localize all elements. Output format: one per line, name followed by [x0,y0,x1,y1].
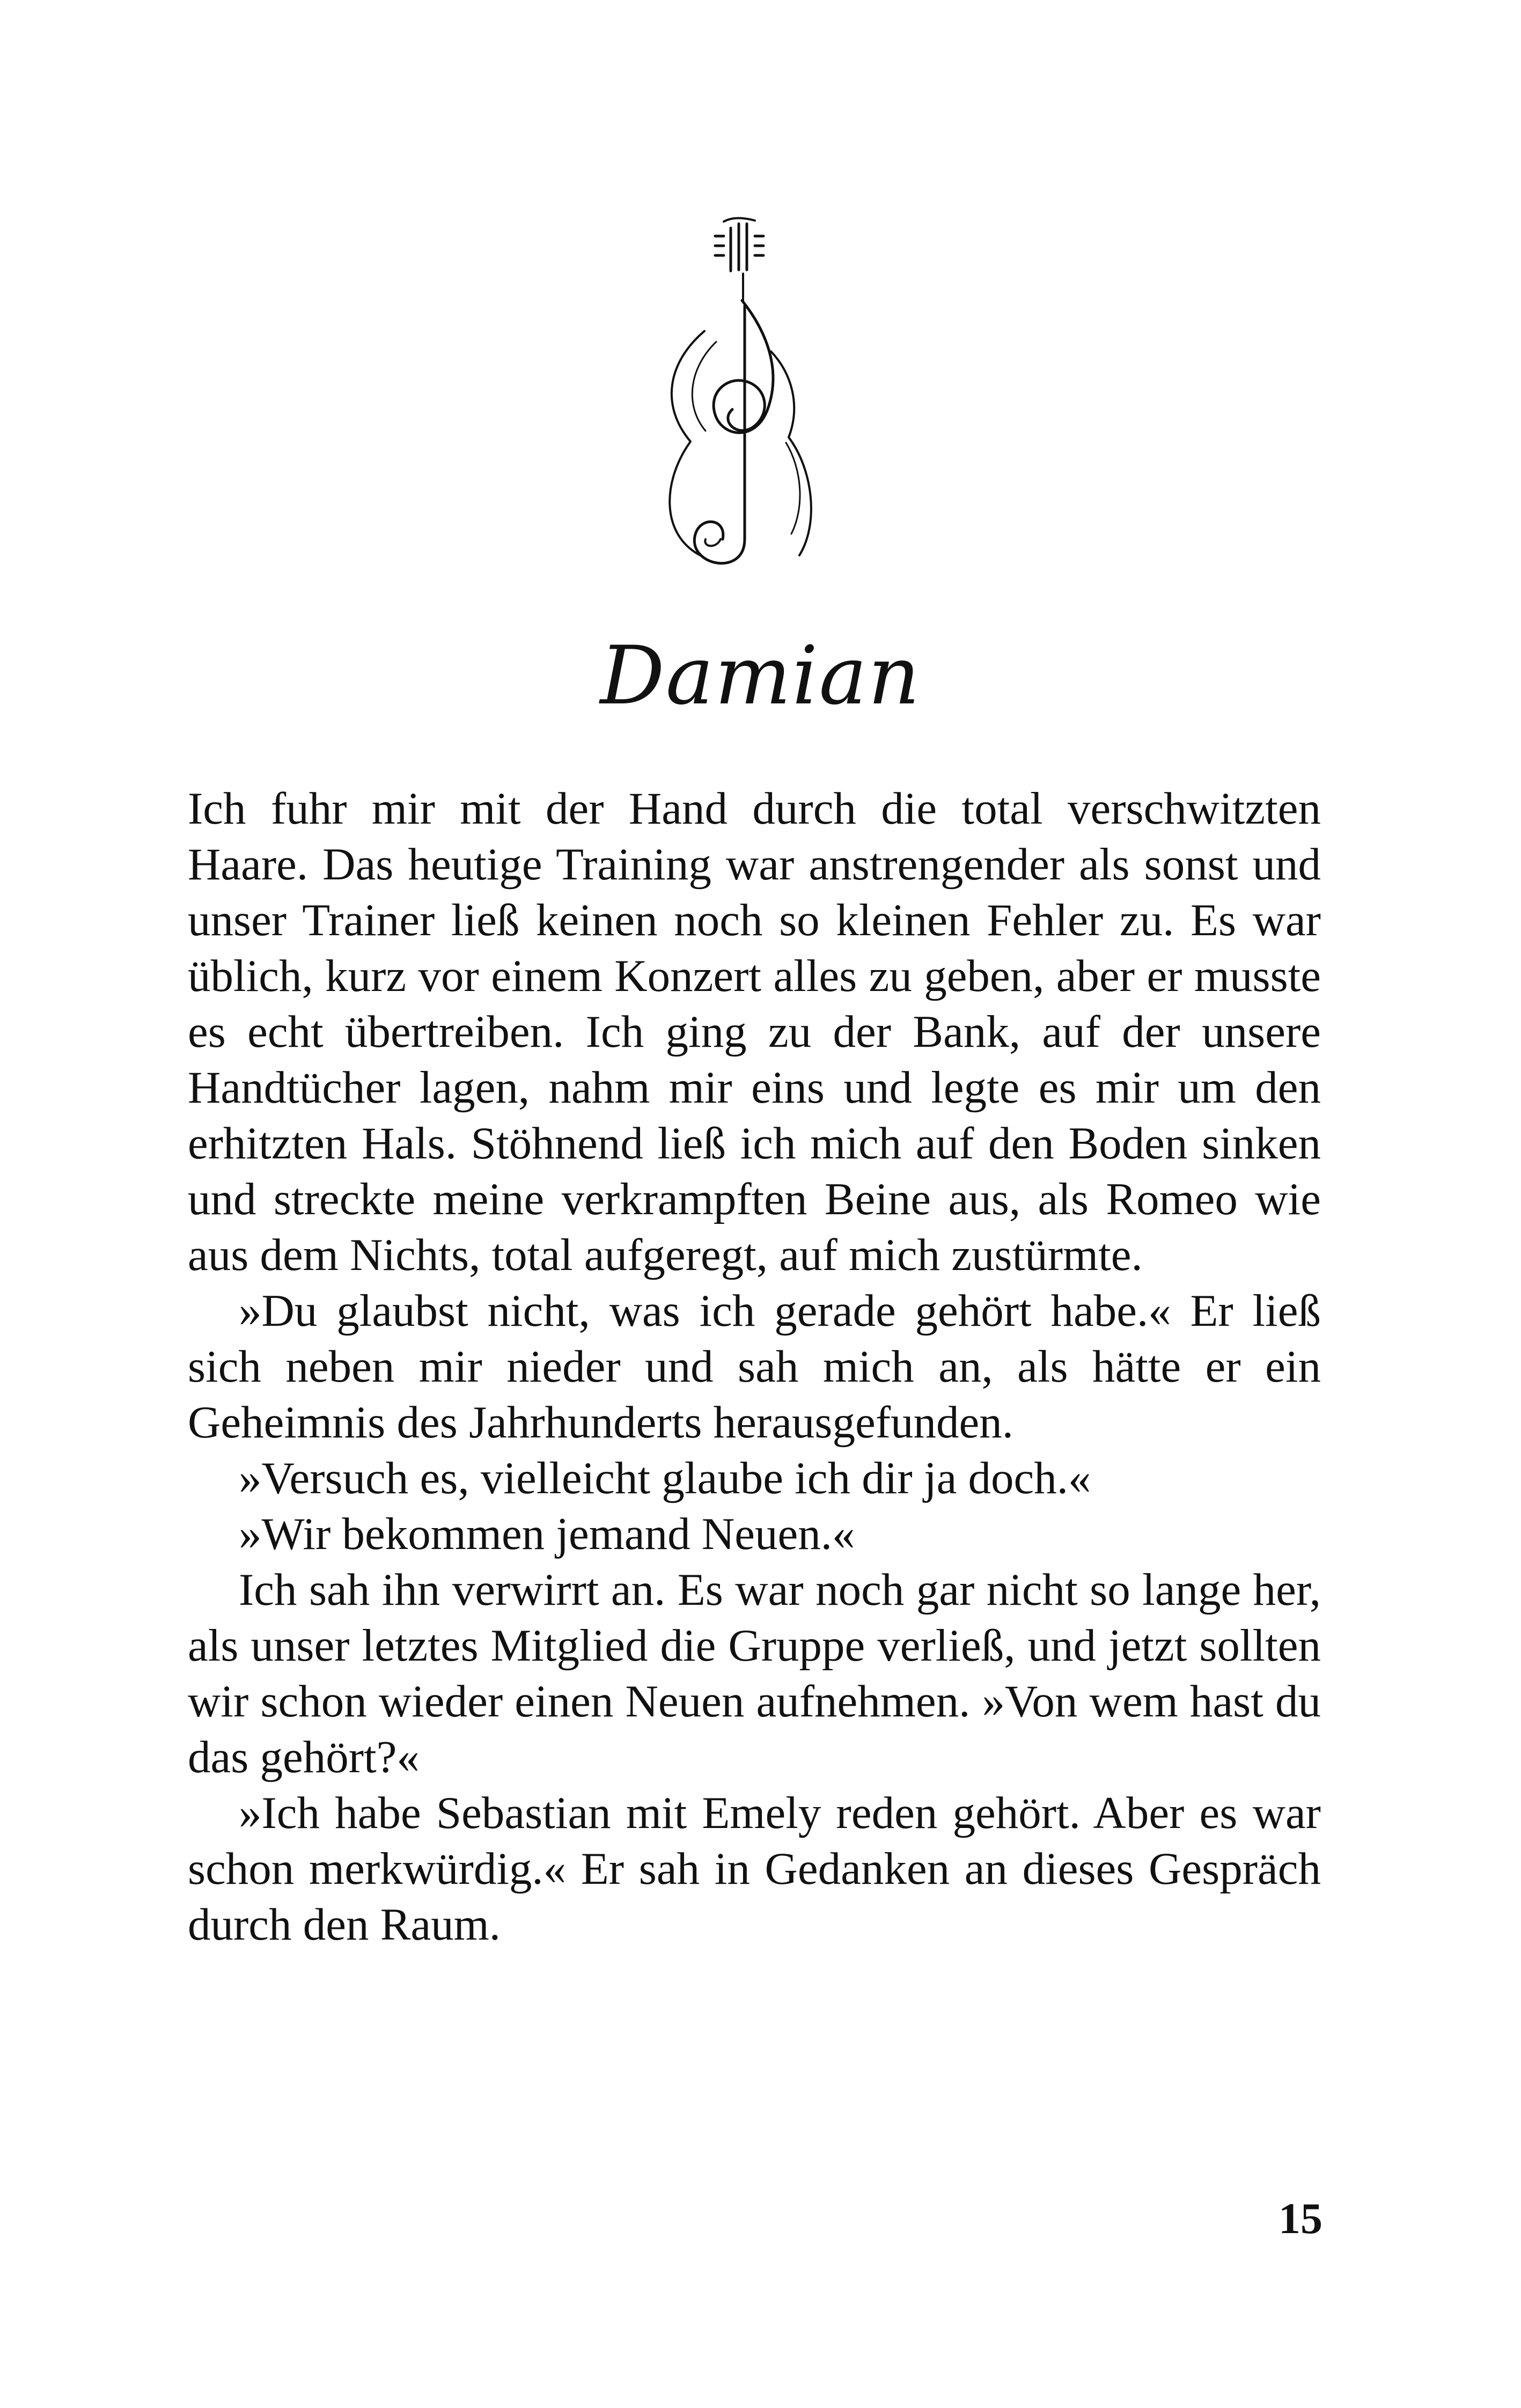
paragraph: »Ich habe Sebastian mit Emely reden gehört. Aber es war schon merkwürdig.« Er sah in Gedanken an dieses Gespräch durch den Raum. [188,1788,1321,1950]
paragraph: Ich fuhr mir mit der Hand durch die total verschwitzten Haare. Das heutige Training war anstrengender als sonst und unser Trainer ließ keinen noch so kleinen Fehler zu. Es war üblich, kurz vor einem Konzert alles zu geben, aber er musste es echt übertreiben. Ich ging zu der Bank, auf der unsere Handtücher lagen, nahm mir eins und legte es mir um den erhitzten Hals. Stöhnend ließ ich mich auf den Boden sinken und streckte meine verkrampften Beine aus, als Romeo wie aus dem Nichts, total aufgeregt, auf mich zustürmte. [188,783,1321,1280]
paragraph: »Wir bekommen jemand Neuen.« [239,1509,855,1559]
paragraph: »Du glaubst nicht, was ich gerade gehört habe.« Er ließ sich neben mir nieder und sah mich an, als hätte er ein Geheimnis des Jahrhunderts herausgefunden. [188,1286,1321,1448]
guitar-treble-clef-icon [630,190,861,614]
paragraph: »Versuch es, vielleicht glaube ich dir ja doch.« [239,1453,1091,1503]
page-number: 15 [1278,2194,1322,2243]
paragraph: Ich sah ihn verwirrt an. Es war noch gar nicht so lange her, als unser letztes Mitglied die Gruppe verließ, und jetzt sollten wir schon wieder einen Neuen aufnehmen. »Von wem hast du das gehört?« [188,1565,1321,1782]
chapter-title: Damian [600,629,921,723]
chapter-body [188,781,1321,1952]
